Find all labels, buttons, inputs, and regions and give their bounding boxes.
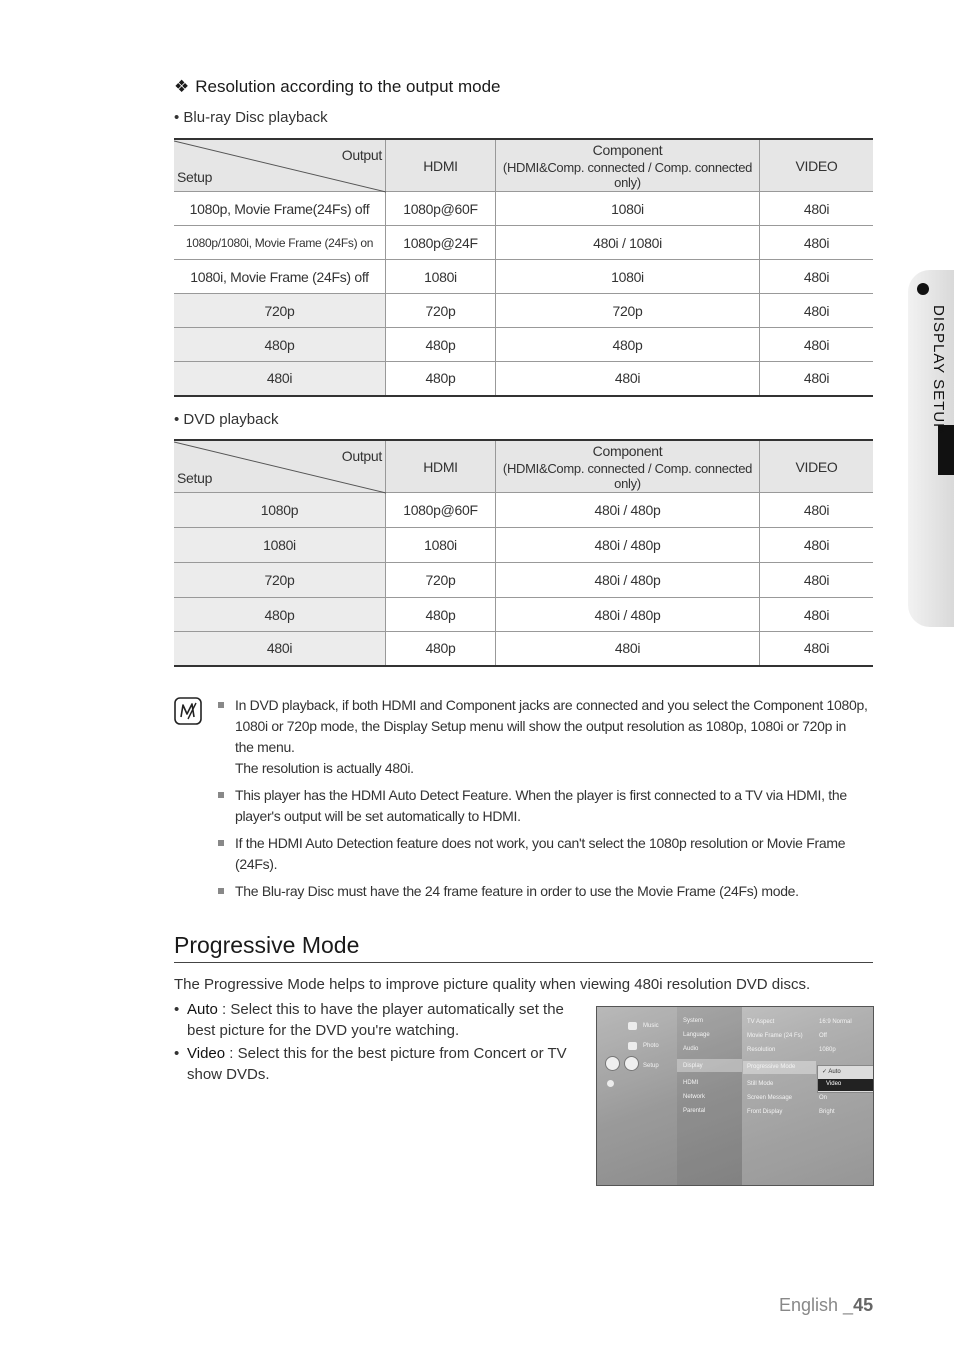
video-cell: 480i <box>760 598 874 632</box>
setting-label: Progressive Mode <box>747 1064 796 1070</box>
menu-sub-language: Language <box>683 1032 710 1038</box>
setup-cell: 480i <box>174 632 386 666</box>
bullet: • <box>174 1001 180 1018</box>
progressive-mode-popup <box>817 1065 874 1093</box>
dvd-subheading: • DVD playback <box>174 411 279 428</box>
header-setup: Setup <box>177 470 213 486</box>
header-hdmi: HDMI <box>386 139 496 192</box>
setup-cell: 1080i, Movie Frame (24Fs) off <box>174 260 386 294</box>
video-cell: 480i <box>760 192 874 226</box>
title-rule <box>174 962 873 963</box>
table-header-row <box>174 440 873 493</box>
setting-label: Front Display <box>747 1109 783 1115</box>
note-extra: The resolution is actually 480i. <box>235 760 414 776</box>
video-cell: 480i <box>760 226 874 260</box>
component-cell: 480i / 480p <box>496 493 760 528</box>
header-output: Output <box>341 147 382 163</box>
hdmi-cell: 1080i <box>386 528 496 563</box>
video-cell: 480i <box>760 493 874 528</box>
square-bullet-icon <box>218 792 224 798</box>
header-video: VIDEO <box>760 440 874 493</box>
option-desc: : Select this to have the player automatically set the best picture for the DVD you're watching. <box>187 1001 564 1039</box>
setting-label: Resolution <box>747 1047 776 1053</box>
setup-cell: 1080p <box>174 493 386 528</box>
component-cell: 1080i <box>496 192 760 226</box>
progressive-mode-title: Progressive Mode <box>174 932 360 958</box>
note-item <box>218 833 868 875</box>
setup-cell: 1080p/1080i, Movie Frame (24Fs) on <box>174 226 386 260</box>
header-component-note: (HDMI&Comp. connected / Comp. connected only) <box>502 159 753 190</box>
video-cell: 480i <box>760 528 874 563</box>
header-component-label: Component <box>592 442 663 459</box>
setting-label: Movie Frame (24 Fs) <box>747 1033 803 1039</box>
note-text: The Blu-ray Disc must have the 24 frame feature in order to use the Movie Frame (24Fs) mode. <box>235 883 799 899</box>
square-bullet-icon <box>218 702 224 708</box>
table-row <box>174 226 873 260</box>
header-component-note: (HDMI&Comp. connected / Comp. connected only) <box>502 460 753 491</box>
bullet: • <box>174 1045 180 1062</box>
component-cell: 1080i <box>496 260 760 294</box>
bluray-resolution-table <box>174 138 873 397</box>
setting-value: On <box>819 1095 828 1101</box>
note-text: If the HDMI Auto Detection feature does not work, you can't select the 1080p resolution or Movie Frame (24Fs). <box>235 835 846 872</box>
table-row <box>174 294 873 328</box>
component-cell: 480p <box>496 328 760 362</box>
main-menu-column <box>597 1007 677 1185</box>
hdmi-cell: 1080p@60F <box>386 493 496 528</box>
setting-label: Screen Message <box>747 1095 793 1101</box>
hdmi-cell: 1080p@24F <box>386 226 496 260</box>
hdmi-cell: 480p <box>386 328 496 362</box>
hdmi-cell: 1080i <box>386 260 496 294</box>
footer-language: English _ <box>779 1295 854 1315</box>
note-text: This player has the HDMI Auto Detect Feature. When the player is first connected to a TV via HDMI, the player's output will be set automatically to HDMI. <box>235 787 847 824</box>
side-tab-label: DISPLAY SETUP <box>930 305 947 435</box>
component-cell: 480i / 480p <box>496 528 760 563</box>
header-setup: Setup <box>177 169 213 185</box>
setup-cell: 480p <box>174 328 386 362</box>
popup-option-video: Video <box>826 1081 842 1087</box>
menu-main-music: Music <box>643 1023 659 1029</box>
setting-label: Still Mode <box>747 1081 774 1087</box>
menu-main-setup: Setup <box>643 1063 659 1069</box>
video-cell: 480i <box>760 260 874 294</box>
option-key: Video <box>187 1045 226 1062</box>
header-component-label: Component <box>592 141 663 158</box>
page-footer <box>779 1295 873 1316</box>
bullet-dot-icon <box>917 283 929 295</box>
table-row <box>174 493 873 528</box>
video-cell: 480i <box>760 563 874 598</box>
menu-screenshot <box>596 1006 874 1186</box>
video-cell: 480i <box>760 294 874 328</box>
hdmi-cell: 720p <box>386 563 496 598</box>
video-cell: 480i <box>760 362 874 396</box>
setup-cell: 480i <box>174 362 386 396</box>
table-row <box>174 362 873 396</box>
component-cell: 480i / 480p <box>496 598 760 632</box>
table-row <box>174 528 873 563</box>
table-row <box>174 598 873 632</box>
setup-cell: 480p <box>174 598 386 632</box>
setting-value: 16:9 Normal <box>819 1019 852 1025</box>
table-row <box>174 192 873 226</box>
header-video: VIDEO <box>760 139 874 192</box>
setting-value: 1080p <box>819 1047 836 1053</box>
option-item-video <box>174 1043 584 1085</box>
header-component <box>496 139 760 192</box>
square-bullet-icon <box>218 888 224 894</box>
hdmi-cell: 480p <box>386 598 496 632</box>
table-header-row <box>174 139 873 192</box>
setup-cell: 720p <box>174 563 386 598</box>
progressive-mode-intro: The Progressive Mode helps to improve picture quality when viewing 480i resolution DVD discs. <box>174 976 811 993</box>
setting-label: TV Aspect <box>747 1019 775 1025</box>
video-cell: 480i <box>760 328 874 362</box>
hdmi-cell: 480p <box>386 362 496 396</box>
page-number: 45 <box>853 1295 874 1315</box>
header-hdmi: HDMI <box>386 440 496 493</box>
note-icon <box>174 697 202 725</box>
photo-icon <box>628 1042 637 1050</box>
gear-icon <box>624 1056 639 1071</box>
header-component <box>496 440 760 493</box>
note-item <box>218 881 868 902</box>
note-item <box>218 695 868 779</box>
setting-value: Bright <box>819 1109 835 1115</box>
setup-cell: 1080i <box>174 528 386 563</box>
component-cell: 480i <box>496 632 760 666</box>
menu-sub-parental: Parental <box>683 1108 706 1114</box>
disc-icon <box>605 1056 620 1071</box>
note-text: In DVD playback, if both HDMI and Component jacks are connected and you select the Component 1080p, 1080i or 720p mode, the Display Setup menu will show the output resolution as 1080p, 1080i or 720p in the menu. <box>235 697 868 755</box>
menu-main-photo: Photo <box>643 1043 659 1049</box>
note-item <box>218 785 868 827</box>
section-heading-text: Resolution according to the output mode <box>195 77 501 96</box>
progressive-options-list <box>174 999 584 1087</box>
component-cell: 480i / 480p <box>496 563 760 598</box>
menu-sub-audio: Audio <box>683 1046 699 1052</box>
header-setup-output-cell <box>174 440 386 493</box>
component-cell: 720p <box>496 294 760 328</box>
square-bullet-icon <box>218 840 224 846</box>
hdmi-cell: 720p <box>386 294 496 328</box>
table-row <box>174 563 873 598</box>
hdmi-cell: 480p <box>386 632 496 666</box>
menu-sub-network: Network <box>683 1094 706 1100</box>
option-desc: : Select this for the best picture from Concert or TV show DVDs. <box>187 1045 567 1083</box>
bluray-subheading: • Blu-ray Disc playback <box>174 109 328 126</box>
hdmi-cell: 1080p@60F <box>386 192 496 226</box>
table-row <box>174 632 873 666</box>
video-cell: 480i <box>760 632 874 666</box>
diamond-icon: ❖ <box>174 77 190 96</box>
setup-cell: 1080p, Movie Frame(24Fs) off <box>174 192 386 226</box>
dvd-resolution-table <box>174 439 873 667</box>
menu-sub-system: System <box>683 1018 704 1024</box>
component-cell: 480i <box>496 362 760 396</box>
menu-sub-hdmi: HDMI <box>683 1080 699 1086</box>
header-setup-output-cell <box>174 139 386 192</box>
setting-value: Off <box>819 1033 827 1039</box>
option-item-auto <box>174 999 584 1041</box>
section-heading <box>174 77 501 97</box>
header-output: Output <box>341 448 382 464</box>
menu-sub-display: Display <box>683 1063 703 1069</box>
search-icon <box>607 1080 614 1087</box>
option-key: Auto <box>187 1001 218 1018</box>
setup-cell: 720p <box>174 294 386 328</box>
note-list <box>218 695 868 908</box>
music-icon <box>628 1022 637 1030</box>
table-row <box>174 328 873 362</box>
component-cell: 480i / 1080i <box>496 226 760 260</box>
popup-option-auto: ✓ Auto <box>822 1069 841 1075</box>
table-row <box>174 260 873 294</box>
